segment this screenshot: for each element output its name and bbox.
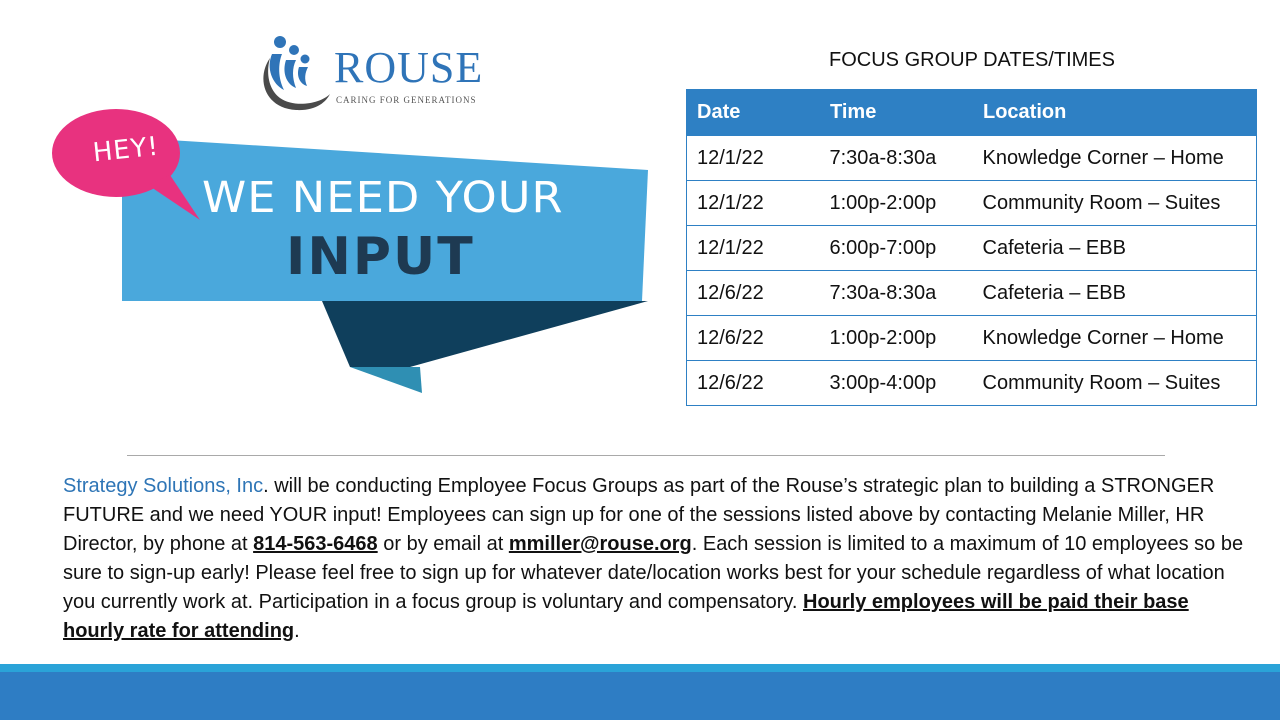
- cell-time: 1:00p-2:00p: [820, 316, 973, 361]
- rouse-people-icon: [258, 34, 334, 112]
- header-location: Location: [973, 90, 1257, 136]
- schedule-table: [686, 89, 1257, 406]
- ribbon-dark-fold: [322, 301, 648, 367]
- banner-line2: INPUT: [286, 227, 475, 287]
- cell-location: Cafeteria – EBB: [973, 271, 1257, 316]
- table-row: [687, 361, 1257, 406]
- footer-bar: [0, 672, 1280, 720]
- cell-date: 12/1/22: [687, 181, 820, 226]
- cell-date: 12/1/22: [687, 226, 820, 271]
- cell-time: 6:00p-7:00p: [820, 226, 973, 271]
- paragraph-text: . will be conducting Employee Focus Groups as part of the Rouse’s strategic plan to building a STRONGER FUTURE and we need YOUR input! Employees can sign up for one of the sessions listed above by contacting Melanie Miller, HR Director, by phone at: [63, 475, 1215, 555]
- cell-location: Cafeteria – EBB: [973, 226, 1257, 271]
- table-row: [687, 226, 1257, 271]
- banner-line1: WE NEED YOUR: [202, 173, 564, 223]
- we-need-your-input-banner: [50, 105, 650, 400]
- schedule-header-row: [687, 90, 1257, 136]
- hey-text: HEY!: [91, 131, 161, 169]
- cell-date: 12/6/22: [687, 361, 820, 406]
- paragraph-text: . Each session is limited to a maximum of 10 employees so be sure to sign-up early! Please feel free to sign up for whatever date/location works best for your schedule regardless of what location you currently work at. Participation in a focus group is voluntary and compensatory.: [63, 533, 1244, 613]
- section-divider: [127, 455, 1165, 456]
- footer-accent-bar: [0, 664, 1280, 672]
- ribbon-teal-tip: [350, 367, 422, 393]
- paragraph-text: .: [294, 620, 300, 642]
- announcement-paragraph: [63, 472, 1248, 646]
- cell-date: 12/6/22: [687, 271, 820, 316]
- schedule-title: FOCUS GROUP DATES/TIMES: [829, 49, 1115, 71]
- cell-location: Knowledge Corner – Home: [973, 136, 1257, 181]
- cell-date: 12/1/22: [687, 136, 820, 181]
- cell-time: 7:30a-8:30a: [820, 271, 973, 316]
- cell-date: 12/6/22: [687, 316, 820, 361]
- cell-location: Community Room – Suites: [973, 361, 1257, 406]
- header-time: Time: [820, 90, 973, 136]
- rouse-wordmark: ROUSE: [334, 43, 484, 92]
- table-row: [687, 316, 1257, 361]
- cell-time: 1:00p-2:00p: [820, 181, 973, 226]
- cell-location: Community Room – Suites: [973, 181, 1257, 226]
- cell-location: Knowledge Corner – Home: [973, 316, 1257, 361]
- rouse-logo: [258, 34, 488, 114]
- hourly-pay-note: Hourly employees will be paid their base hourly rate for attending: [63, 591, 1189, 642]
- table-row: [687, 271, 1257, 316]
- email-address: mmiller@rouse.org: [508, 533, 692, 555]
- table-row: [687, 181, 1257, 226]
- org-name: Strategy Solutions, Inc: [63, 475, 264, 497]
- cell-time: 3:00p-4:00p: [820, 361, 973, 406]
- paragraph-text: or by email at: [377, 533, 509, 555]
- table-row: [687, 136, 1257, 181]
- phone-number: 814-563-6468: [253, 533, 378, 555]
- cell-time: 7:30a-8:30a: [820, 136, 973, 181]
- header-date: Date: [687, 90, 820, 136]
- rouse-tagline: CARING FOR GENERATIONS: [336, 95, 477, 105]
